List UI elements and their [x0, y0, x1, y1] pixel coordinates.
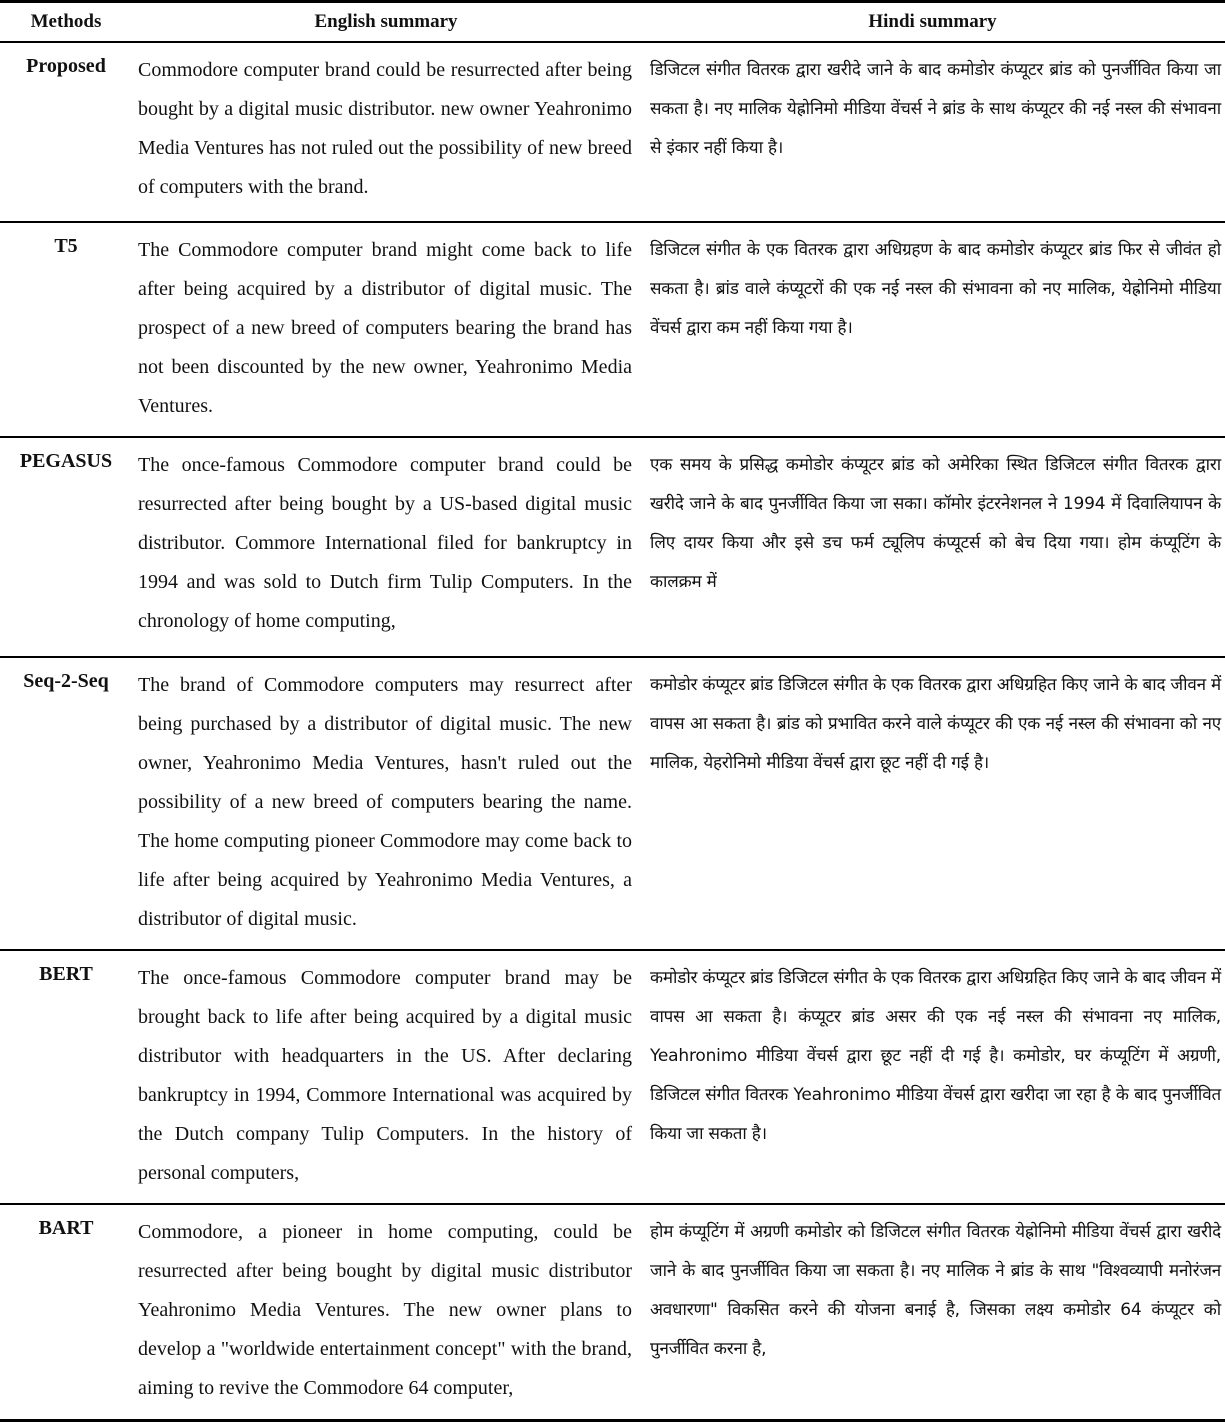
english-summary-cell: Commodore computer brand could be resurrected after being bought by a digital music distributor. new owner Yeahronimo Media Ventures has not ruled out the possibility of new breed of computers with the brand. — [132, 42, 640, 222]
english-summary-cell: The Commodore computer brand might come back to life after being acquired by a distributor of digital music. The prospect of a new breed of computers bearing the brand has not been discounted by the new owner, Yeahronimo Media Ventures. — [132, 222, 640, 437]
table-row — [0, 1204, 1225, 1421]
table-row — [0, 222, 1225, 437]
english-summary-cell: The once-famous Commodore computer brand could be resurrected after being bought by a US-based digital music distributor. Commore International filed for bankruptcy in 1994 and was sold to Dutch firm Tulip Computers. In the chronology of home computing, — [132, 437, 640, 657]
table-row — [0, 437, 1225, 657]
table-body — [0, 42, 1225, 1421]
method-name: PEGASUS — [0, 437, 132, 657]
header-english-summary: English summary — [132, 2, 640, 43]
hindi-summary-cell: डिजिटल संगीत वितरक द्वारा खरीदे जाने के बाद कमोडोर कंप्यूटर ब्रांड को पुनर्जीवित किया जा सकता है। नए मालिक येह्रोनिमो मीडिया वेंचर्स ने ब्रांड के साथ कंप्यूटर की नई नस्ल की संभावना से इंकार नहीं किया है। — [640, 42, 1225, 222]
method-name: Seq-2-Seq — [0, 657, 132, 950]
table-row — [0, 657, 1225, 950]
header-row — [0, 2, 1225, 43]
method-name: Proposed — [0, 42, 132, 222]
table-row — [0, 950, 1225, 1204]
english-summary-cell: Commodore, a pioneer in home computing, could be resurrected after being bought by digital music distributor Yeahronimo Media Ventures. The new owner plans to develop a "worldwide entertainment concept" with the brand, aiming to revive the Commodore 64 computer, — [132, 1204, 640, 1421]
hindi-summary-cell: होम कंप्यूटिंग में अग्रणी कमोडोर को डिजिटल संगीत वितरक येह्रोनिमो मीडिया वेंचर्स द्वारा खरीदे जाने के बाद पुनर्जीवित किया जा सकता है। नए मालिक ने ब्रांड के साथ "विश्वव्यापी मनोरंजन अवधारणा" विकसित करने की योजना बनाई है, जिसका लक्ष्य कमोडोर 64 कंप्यूटर को पुनर्जीवित करना है, — [640, 1204, 1225, 1421]
method-name: BERT — [0, 950, 132, 1204]
hindi-summary-cell: कमोडोर कंप्यूटर ब्रांड डिजिटल संगीत के एक वितरक द्वारा अधिग्रहित किए जाने के बाद जीवन में वापस आ सकता है। कंप्यूटर ब्रांड असर की एक नई नस्ल की संभावना नए मालिक, Yeahronimo मीडिया वेंचर्स द्वारा छूट नहीं दी गई है। कमोडोर, घर कंप्यूटिंग में अग्रणी, डिजिटल संगीत वितरक Yeahronimo मीडिया वेंचर्स द्वारा खरीदा जा रहा है के बाद पुनर्जीवित किया जा सकता है। — [640, 950, 1225, 1204]
header-methods: Methods — [0, 2, 132, 43]
hindi-summary-cell: एक समय के प्रसिद्ध कमोडोर कंप्यूटर ब्रांड को अमेरिका स्थित डिजिटल संगीत वितरक द्वारा खरीदे जाने के बाद पुनर्जीवित किया जा सका। कॉमोर इंटरनेशनल ने 1994 में दिवालियापन के लिए दायर किया और इसे डच फर्म ट्यूलिप कंप्यूटर्स को बेच दिया गया। होम कंप्यूटिंग के कालक्रम में — [640, 437, 1225, 657]
table-row — [0, 42, 1225, 222]
hindi-summary-cell: कमोडोर कंप्यूटर ब्रांड डिजिटल संगीत के एक वितरक द्वारा अधिग्रहित किए जाने के बाद जीवन में वापस आ सकता है। ब्रांड को प्रभावित करने वाले कंप्यूटर की एक नई नस्ल की संभावना को नए मालिक, येहरोनिमो मीडिया वेंचर्स द्वारा छूट नहीं दी गई है। — [640, 657, 1225, 950]
method-name: T5 — [0, 222, 132, 437]
table-header — [0, 2, 1225, 43]
hindi-summary-cell: डिजिटल संगीत के एक वितरक द्वारा अधिग्रहण के बाद कमोडोर कंप्यूटर ब्रांड फिर से जीवंत हो सकता है। ब्रांड वाले कंप्यूटरों की एक नई नस्ल की संभावना को नए मालिक, येह्रोनिमो मीडिया वेंचर्स द्वारा कम नहीं किया गया है। — [640, 222, 1225, 437]
english-summary-cell: The brand of Commodore computers may resurrect after being purchased by a distributor of digital music. The new owner, Yeahronimo Media Ventures, hasn't ruled out the possibility of a new breed of computers bearing the name. The home computing pioneer Commodore may come back to life after being acquired by Yeahronimo Media Ventures, a distributor of digital music. — [132, 657, 640, 950]
method-name: BART — [0, 1204, 132, 1421]
english-summary-cell: The once-famous Commodore computer brand may be brought back to life after being acquired by a digital music distributor with headquarters in the US. After declaring bankruptcy in 1994, Commore International was acquired by the Dutch company Tulip Computers. In the history of personal computers, — [132, 950, 640, 1204]
header-hindi-summary: Hindi summary — [640, 2, 1225, 43]
